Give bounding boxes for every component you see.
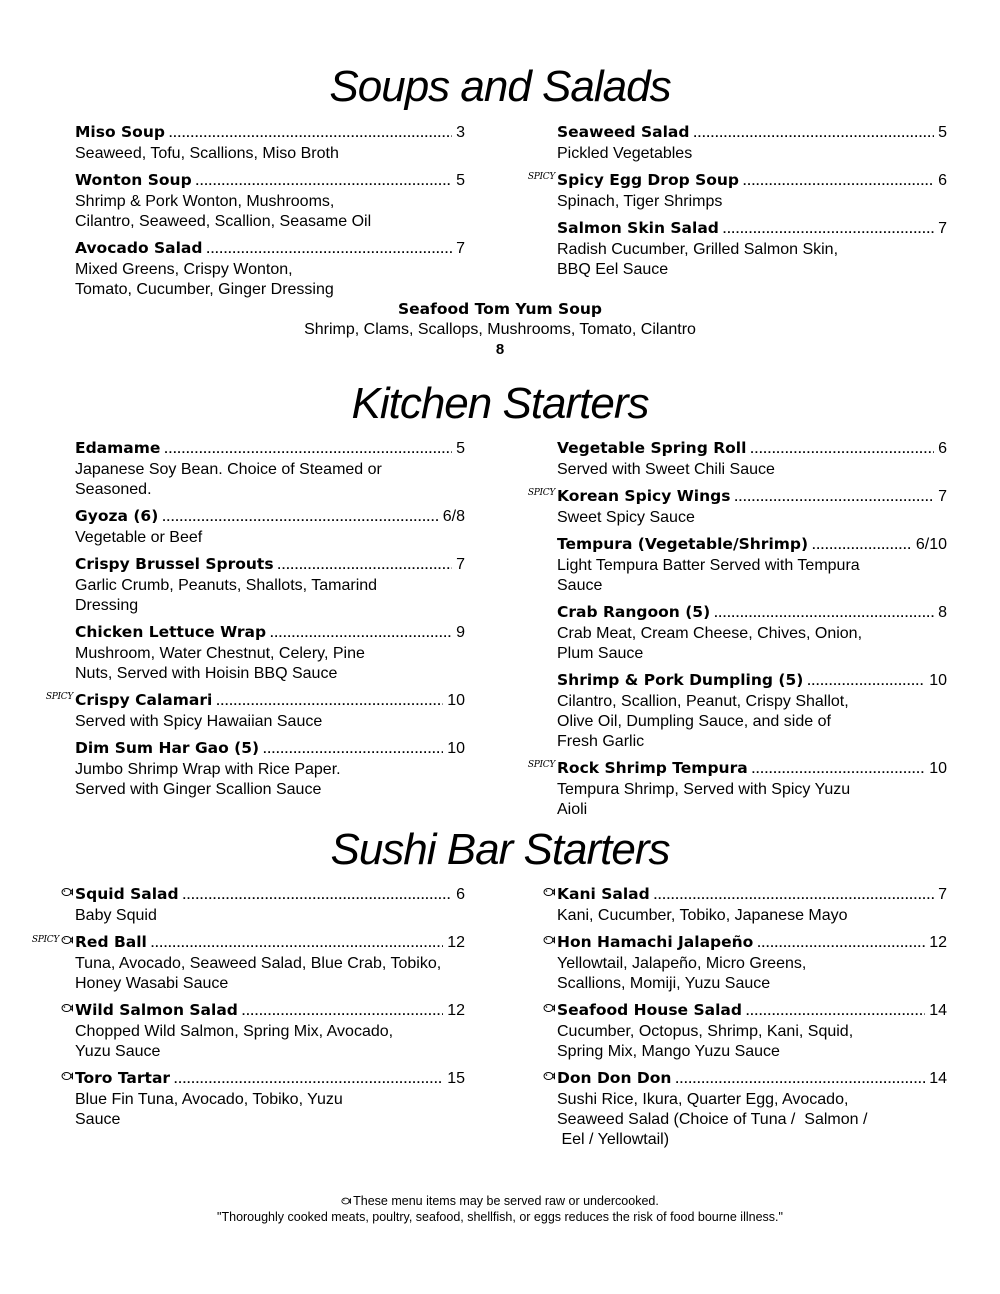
menu-item — [557, 932, 947, 994]
item-description: Mixed Greens, Crispy Wonton, — [75, 261, 293, 278]
item-price: 14 — [929, 1002, 947, 1019]
item-price: 6/10 — [915, 536, 947, 553]
food-warning: "Thoroughly cooked meats, poultry, seafood, shellfish, or eggs reduces the risk of food bourne illness." — [217, 1210, 783, 1224]
menu-item — [557, 602, 947, 664]
item-description: Spinach, Tiger Shrimps — [557, 193, 723, 210]
item-header — [75, 506, 465, 528]
item-name: Kani Salad — [557, 885, 650, 903]
item-price: 6 — [938, 172, 947, 189]
dot-leader — [746, 1001, 925, 1022]
item-description: Fresh Garlic — [557, 733, 645, 750]
item-header — [557, 218, 947, 240]
item-description: Mushroom, Water Chestnut, Celery, Pine — [75, 645, 365, 662]
item-description: Cilantro, Scallion, Peanut, Crispy Shallot, — [557, 693, 849, 710]
item-description: Tempura Shrimp, Served with Spicy Yuzu — [557, 781, 851, 798]
item-name: Don Don Don — [557, 1069, 672, 1087]
item-price: 8 — [495, 341, 505, 358]
item-price: 5 — [456, 172, 465, 189]
item-header — [557, 932, 947, 954]
item-description: Plum Sauce — [557, 645, 644, 662]
menu-item — [31, 932, 465, 994]
item-header — [75, 122, 465, 144]
item-description: Blue Fin Tuna, Avocado, Tobiko, Yuzu — [75, 1091, 343, 1108]
item-name: Red Ball — [75, 933, 147, 951]
item-name: Tempura (Vegetable/Shrimp) — [557, 535, 809, 553]
item-header — [557, 884, 947, 906]
menu-item — [75, 1068, 465, 1130]
item-header — [75, 1000, 465, 1022]
menu-item — [75, 554, 465, 616]
dot-leader — [807, 671, 925, 692]
item-description: Nuts, Served with Hoisin BBQ Sauce — [75, 665, 338, 682]
item-price: 6/8 — [442, 508, 465, 525]
item-description: Served with Spicy Hawaiian Sauce — [75, 713, 323, 730]
sushi-left-column — [31, 884, 465, 1136]
dot-leader — [757, 933, 925, 954]
spicy-label: SPICY — [527, 172, 555, 182]
item-description: Cilantro, Seaweed, Scallion, Seasame Oil — [75, 213, 372, 230]
item-price: 7 — [938, 886, 947, 903]
menu-item — [75, 738, 465, 800]
item-header — [75, 690, 465, 712]
item-price: 5 — [456, 440, 465, 457]
dot-leader — [723, 219, 934, 240]
item-price: 14 — [929, 1070, 947, 1087]
item-markers — [543, 1002, 557, 1014]
item-price: 10 — [929, 672, 947, 689]
item-name: Avocado Salad — [75, 239, 203, 257]
item-description: Seaweed Salad (Choice of Tuna / Salmon / — [557, 1111, 868, 1128]
item-price: 3 — [456, 124, 465, 141]
item-header — [75, 884, 465, 906]
item-price: 10 — [447, 740, 465, 757]
item-price: 8 — [938, 604, 947, 621]
dot-leader — [263, 739, 443, 760]
raw-fish-icon — [61, 934, 73, 946]
menu-item — [45, 690, 465, 732]
item-description: Served with Ginger Scallion Sauce — [75, 781, 322, 798]
item-header — [557, 438, 947, 460]
spicy-label: SPICY — [31, 935, 59, 945]
raw-fish-icon — [341, 1196, 351, 1206]
item-price: 5 — [938, 124, 947, 141]
item-description: Sauce — [557, 577, 603, 594]
item-header — [557, 602, 947, 624]
menu-item — [557, 1068, 947, 1150]
item-name: Gyoza (6) — [75, 507, 159, 525]
item-name: Wild Salmon Salad — [75, 1001, 238, 1019]
raw-fish-icon — [543, 1070, 555, 1082]
item-description: Sushi Rice, Ikura, Quarter Egg, Avocado, — [557, 1091, 849, 1108]
dot-leader — [278, 555, 453, 576]
dot-leader — [206, 239, 452, 260]
menu-item — [75, 1000, 465, 1062]
item-price: 12 — [447, 1002, 465, 1019]
menu-item — [557, 884, 947, 926]
item-markers — [46, 692, 75, 702]
menu-item — [557, 122, 947, 164]
menu-item — [75, 238, 465, 300]
dot-leader — [743, 171, 934, 192]
item-markers — [61, 1002, 75, 1014]
item-description: Honey Wasabi Sauce — [75, 975, 229, 992]
spicy-label: SPICY — [45, 692, 73, 702]
item-header — [557, 1068, 947, 1090]
item-name: Dim Sum Har Gao (5) — [75, 739, 260, 757]
item-header — [75, 1068, 465, 1090]
item-header — [75, 238, 465, 260]
item-description: Crab Meat, Cream Cheese, Chives, Onion, — [557, 625, 863, 642]
item-description: Chopped Wild Salmon, Spring Mix, Avocado, — [75, 1023, 394, 1040]
spicy-label: SPICY — [527, 760, 555, 770]
item-name: Spicy Egg Drop Soup — [557, 171, 740, 189]
raw-note-line — [0, 1193, 1000, 1209]
item-description: Sweet Spicy Sauce — [557, 509, 695, 526]
raw-fish-icon — [61, 1002, 73, 1014]
item-description: Jumbo Shrimp Wrap with Rice Paper. — [75, 761, 341, 778]
featured-item — [0, 299, 1000, 360]
item-header — [75, 622, 465, 644]
menu-item — [75, 884, 465, 926]
item-price: 6 — [456, 886, 465, 903]
menu-item — [527, 486, 947, 528]
item-name: Seafood House Salad — [557, 1001, 742, 1019]
item-description: Baby Squid — [75, 907, 157, 924]
item-description: Yuzu Sauce — [75, 1043, 161, 1060]
menu-item — [527, 758, 947, 820]
item-price: 9 — [456, 624, 465, 641]
item-price: 15 — [447, 1070, 465, 1087]
item-markers — [543, 886, 557, 898]
item-description: Sauce — [75, 1111, 121, 1128]
kitchen-right-column — [527, 438, 947, 826]
menu-item — [75, 622, 465, 684]
item-description: Tomato, Cucumber, Ginger Dressing — [75, 281, 334, 298]
item-price: 10 — [929, 760, 947, 777]
dot-leader — [164, 439, 452, 460]
item-name: Squid Salad — [75, 885, 179, 903]
dot-leader — [693, 123, 934, 144]
item-name: Miso Soup — [75, 123, 165, 141]
item-description: Japanese Soy Bean. Choice of Steamed or — [75, 461, 382, 478]
item-name: Chicken Lettuce Wrap — [75, 623, 267, 641]
item-name: Wonton Soup — [75, 171, 192, 189]
item-description: Aioli — [557, 801, 588, 818]
kitchen-left-column — [45, 438, 465, 806]
dot-leader — [734, 487, 934, 508]
dot-leader — [162, 507, 438, 528]
item-description: Vegetable or Beef — [75, 529, 203, 546]
item-header — [557, 670, 947, 692]
item-description: Light Tempura Batter Served with Tempura — [557, 557, 860, 574]
dot-leader — [270, 623, 452, 644]
item-name: Vegetable Spring Roll — [557, 439, 747, 457]
item-header — [75, 932, 465, 954]
item-header — [75, 438, 465, 460]
item-name: Shrimp & Pork Dumpling (5) — [557, 671, 804, 689]
item-price: 6 — [938, 440, 947, 457]
item-price: 10 — [447, 692, 465, 709]
item-header — [75, 554, 465, 576]
raw-fish-icon — [543, 886, 555, 898]
menu-item — [527, 170, 947, 212]
item-description: Pickled Vegetables — [557, 145, 693, 162]
dot-leader — [812, 535, 912, 556]
raw-fish-icon — [543, 934, 555, 946]
menu-item — [557, 534, 947, 596]
item-description: Spring Mix, Mango Yuzu Sauce — [557, 1043, 780, 1060]
item-header — [557, 122, 947, 144]
item-description: Dressing — [75, 597, 139, 614]
item-markers — [528, 172, 557, 182]
footer — [0, 1193, 1000, 1225]
item-description: Served with Sweet Chili Sauce — [557, 461, 775, 478]
item-description: Garlic Crumb, Peanuts, Shallots, Tamarind — [75, 577, 378, 594]
item-name: Korean Spicy Wings — [557, 487, 731, 505]
item-description: Eel / Yellowtail) — [557, 1131, 670, 1148]
item-name: Edamame — [75, 439, 161, 457]
item-description: Cucumber, Octopus, Shrimp, Kani, Squid, — [557, 1023, 854, 1040]
menu-item — [557, 218, 947, 280]
item-name: Crispy Calamari — [75, 691, 213, 709]
item-description: Olive Oil, Dumpling Sauce, and side of — [557, 713, 831, 730]
item-description: Radish Cucumber, Grilled Salmon Skin, — [557, 241, 839, 258]
dot-leader — [196, 171, 452, 192]
item-price: 7 — [456, 556, 465, 573]
raw-fish-icon — [61, 886, 73, 898]
item-description: Tuna, Avocado, Seaweed Salad, Blue Crab, Tobiko, — [75, 955, 442, 972]
item-price: 7 — [938, 220, 947, 237]
dot-leader — [675, 1069, 925, 1090]
dot-leader — [216, 691, 443, 712]
section-title-sushi: Sushi Bar Starters — [330, 825, 670, 874]
dot-leader — [714, 603, 934, 624]
dot-leader — [169, 123, 452, 144]
item-markers — [528, 760, 557, 770]
menu-item — [75, 170, 465, 232]
item-description: Shrimp, Clams, Scallops, Mushrooms, Tomato, Cilantro — [304, 321, 696, 338]
item-name: Seafood Tom Yum Soup — [398, 300, 602, 318]
item-markers — [528, 488, 557, 498]
dot-leader — [752, 759, 926, 780]
item-header — [557, 1000, 947, 1022]
dot-leader — [750, 439, 934, 460]
menu-item — [557, 438, 947, 480]
item-name: Crispy Brussel Sprouts — [75, 555, 274, 573]
item-name: Crab Rangoon (5) — [557, 603, 711, 621]
raw-fish-icon — [543, 1002, 555, 1014]
dot-leader — [183, 885, 453, 906]
menu-item — [75, 506, 465, 548]
menu-item — [75, 122, 465, 164]
item-markers — [32, 934, 75, 946]
item-description: Shrimp & Pork Wonton, Mushrooms, — [75, 193, 335, 210]
item-description: Scallions, Momiji, Yuzu Sauce — [557, 975, 771, 992]
raw-note: These menu items may be served raw or undercooked. — [353, 1194, 659, 1208]
item-header — [557, 170, 947, 192]
item-description: BBQ Eel Sauce — [557, 261, 669, 278]
item-name: Toro Tartar — [75, 1069, 171, 1087]
dot-leader — [151, 933, 443, 954]
dot-leader — [654, 885, 934, 906]
item-description: Kani, Cucumber, Tobiko, Japanese Mayo — [557, 907, 848, 924]
item-description: Seaweed, Tofu, Scallions, Miso Broth — [75, 145, 339, 162]
item-price: 7 — [456, 240, 465, 257]
item-name: Seaweed Salad — [557, 123, 690, 141]
item-price: 7 — [938, 488, 947, 505]
item-price: 12 — [929, 934, 947, 951]
item-description: Seasoned. — [75, 481, 152, 498]
item-header — [75, 738, 465, 760]
section-title-kitchen: Kitchen Starters — [351, 379, 649, 428]
soups-left-column — [75, 122, 465, 306]
raw-fish-icon — [61, 1070, 73, 1082]
item-markers — [543, 934, 557, 946]
item-name: Hon Hamachi Jalapeño — [557, 933, 754, 951]
dot-leader — [174, 1069, 443, 1090]
item-price: 12 — [447, 934, 465, 951]
menu-item — [75, 438, 465, 500]
item-description: Yellowtail, Jalapeño, Micro Greens, — [557, 955, 807, 972]
sushi-right-column — [557, 884, 947, 1156]
item-header — [557, 534, 947, 556]
section-title-soups: Soups and Salads — [329, 62, 671, 111]
item-header — [75, 170, 465, 192]
item-name: Salmon Skin Salad — [557, 219, 719, 237]
item-markers — [61, 886, 75, 898]
item-markers — [543, 1070, 557, 1082]
menu-item — [557, 1000, 947, 1062]
soups-right-column — [527, 122, 947, 286]
menu-item — [557, 670, 947, 752]
dot-leader — [242, 1001, 443, 1022]
spicy-label: SPICY — [527, 488, 555, 498]
item-markers — [61, 1070, 75, 1082]
item-header — [557, 486, 947, 508]
item-header — [557, 758, 947, 780]
item-name: Rock Shrimp Tempura — [557, 759, 748, 777]
